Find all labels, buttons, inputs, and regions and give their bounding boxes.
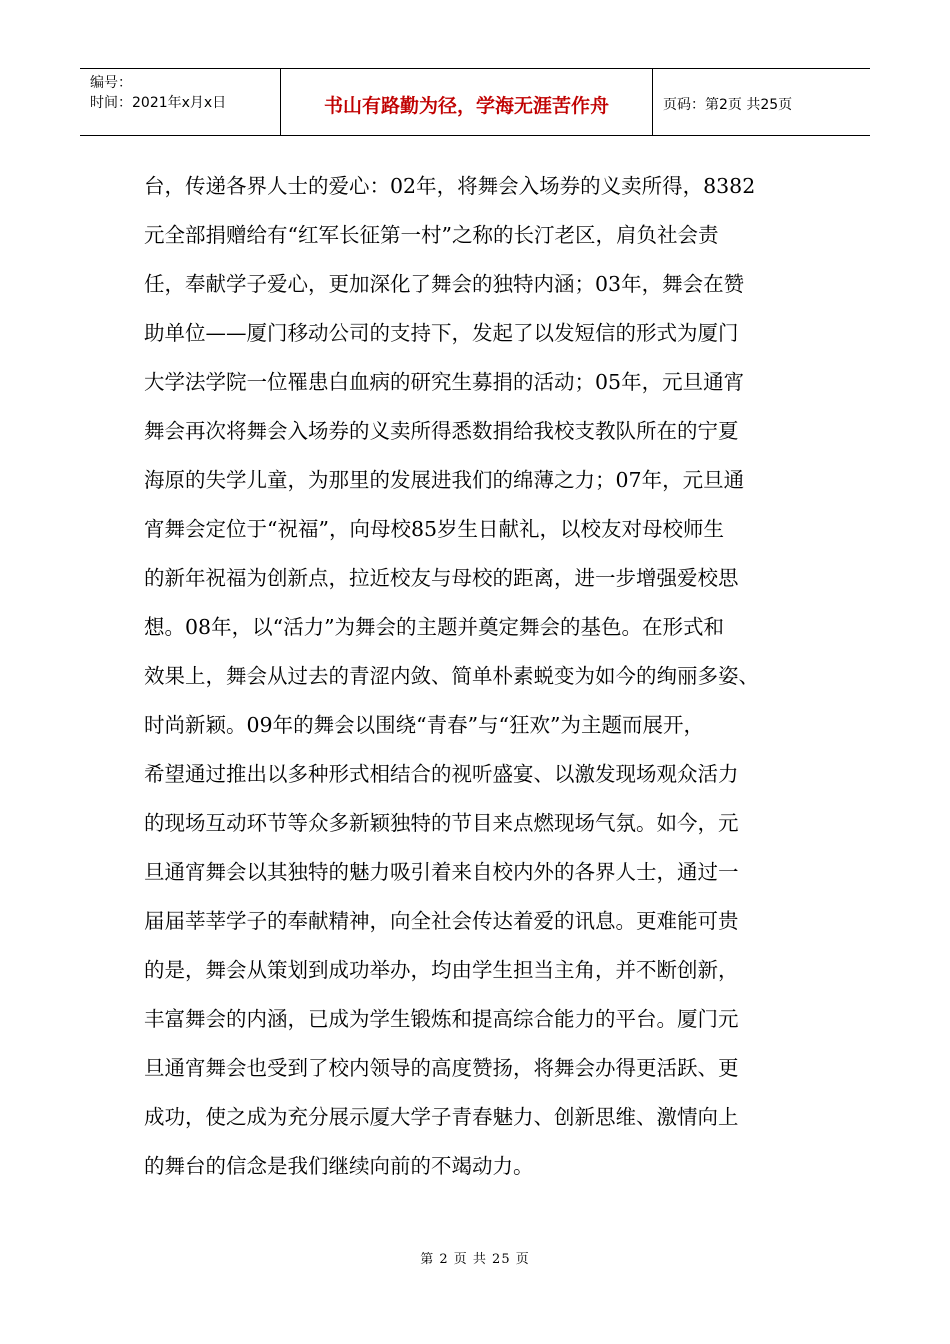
page-header [80, 68, 870, 136]
text-line: 旦通宵舞会也受到了校内领导的高度赞扬，将舞会办得更活跃、更 [144, 1056, 739, 1080]
text-line: 旦通宵舞会以其独特的魅力吸引着来自校内外的各界人士，通过一 [144, 860, 739, 884]
document-date: 时间：2021年x月x日 [90, 95, 227, 111]
text-line: 助单位——厦门移动公司的支持下，发起了以发短信的形式为厦门 [144, 321, 739, 345]
text-line: 宵舞会定位于“祝福”，向母校85岁生日献礼，以校友对母校师生 [144, 517, 725, 541]
text-line: 届届莘莘学子的奉献精神，向全社会传达着爱的讯息。更难能可贵 [144, 909, 739, 933]
header-motto: 书山有路勤为径，学海无涯苦作舟 [281, 69, 653, 135]
text-line: 的是，舞会从策划到成功举办，均由学生担当主角，并不断创新， [144, 958, 739, 982]
page-footer-number: 第 2 页 共 25 页 [420, 1252, 530, 1267]
document-number-label: 编号： [90, 75, 132, 91]
header-meta [80, 69, 281, 135]
text-line: 元全部捐赠给有“红军长征第一村”之称的长汀老区，肩负社会责 [144, 223, 719, 247]
text-line: 想。08年，以“活力”为舞会的主题并奠定舞会的基色。在形式和 [144, 615, 725, 639]
text-line: 希望通过推出以多种形式相结合的视听盛宴、以激发现场观众活力 [144, 762, 739, 786]
text-line: 的现场互动环节等众多新颖独特的节目来点燃现场气氛。如今，元 [144, 811, 739, 835]
text-line: 效果上，舞会从过去的青涩内敛、简单朴素蜕变为如今的绚丽多姿、 [144, 664, 759, 688]
text-line: 大学法学院一位罹患白血病的研究生募捐的活动；05年，元旦通宵 [144, 370, 745, 394]
text-line: 舞会再次将舞会入场券的义卖所得悉数捐给我校支教队所在的宁夏 [144, 419, 739, 443]
text-line: 任，奉献学子爱心，更加深化了舞会的独特内涵；03年，舞会在赞 [144, 272, 745, 296]
text-line: 海原的失学儿童，为那里的发展进我们的绵薄之力；07年，元旦通 [144, 468, 745, 492]
text-line: 台，传递各界人士的爱心：02年，将舞会入场券的义卖所得，8382 [144, 174, 756, 198]
text-line: 时尚新颖。09年的舞会以围绕“青春”与“狂欢”为主题而展开， [144, 713, 705, 737]
text-line: 丰富舞会的内涵，已成为学生锻炼和提高综合能力的平台。厦门元 [144, 1007, 739, 1031]
text-line: 成功，使之成为充分展示厦大学子青春魅力、创新思维、激情向上 [144, 1105, 739, 1129]
text-line: 的新年祝福为创新点，拉近校友与母校的距离，进一步增强爱校思 [144, 566, 739, 590]
header-page-info: 页码：第2页 共25页 [663, 97, 793, 113]
text-line: 的舞台的信念是我们继续向前的不竭动力。 [144, 1154, 534, 1178]
body-text [144, 162, 809, 1191]
